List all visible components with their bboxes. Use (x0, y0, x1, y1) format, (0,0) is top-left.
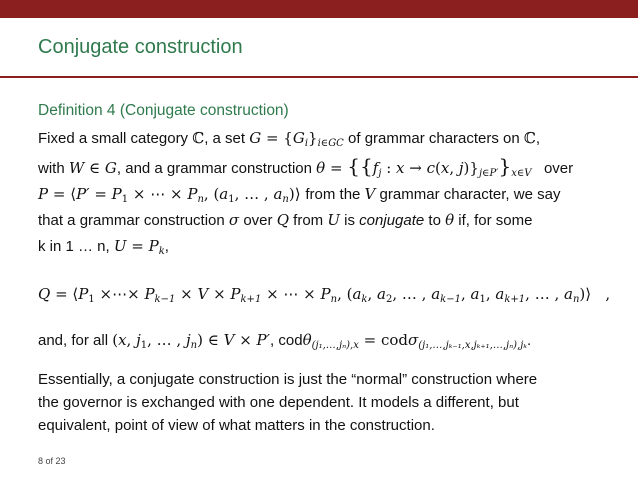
paragraph-line-3: equivalent, point of view of what matters in the construction. (38, 417, 435, 434)
definition-line-2: with W ∈ G, and a grammar construction $\theta = \{\{f_j$ : x → c(x, $j)\}_{j\in P'}\}_{x\in V}$ over (38, 154, 574, 179)
text-span: from (289, 212, 328, 229)
text-span: k in 1 … n, (38, 238, 114, 255)
slide-title: Conjugate construction (38, 36, 243, 58)
title-rule (0, 76, 638, 78)
text-span: , (535, 130, 541, 147)
paragraph-line-1: Essentially, a conjugate construction is just the “normal” construction where (38, 371, 538, 388)
math-grammar-set: G (249, 129, 262, 147)
text-span: grammar character, we say (375, 186, 561, 203)
definition-line-3: P = ⟨P′ = $P_1$ × ⋯ × $P_n$, ($a_1$, … , $a_n)⟩$ from the V grammar character, we say (38, 185, 561, 205)
text-span: and, for all (38, 332, 113, 349)
text-span: from the (305, 186, 365, 203)
definition-title: Definition 4 (Conjugate construction) (38, 102, 289, 119)
definition-line-5: k in 1 … n, $U = P_k$, (38, 237, 169, 257)
text-span: if, for some (454, 212, 533, 229)
text-span: , a set (204, 130, 250, 147)
text-span: that a grammar construction (38, 212, 229, 229)
text-span: over (543, 160, 574, 177)
text-span: , and a grammar construction (116, 160, 317, 177)
text-span: to (424, 212, 446, 229)
text-span: is (340, 212, 360, 229)
text-span: with (38, 160, 69, 177)
text-span: over (239, 212, 277, 229)
definition-line-7: and, for all (x, $j_1$, … , $j_n$) ∈ V × P′, codθ$_{(j_1,\dots,j_n),x}$ = codσ$_{(j_1,\dots,j_{k-1},x,j_{k+1},\dots,j_n),j_k}$. (38, 331, 532, 351)
formula-q: $Q = ⟨P_1$ ×⋯× $P_{k-1} \times V \times P_{k+1}$ × ⋯ × $P_n$, ($a_k$, $a_2$, … , $a_{k-1}$, $a_1$, $a_{k+1}$, … , $a_n)⟩$ , (38, 285, 611, 305)
text-span: Fixed a small category (38, 130, 193, 147)
top-banner (0, 0, 638, 18)
definition-line-1: Fixed a small category ℂ, a set $G = \{G_i\}_{i\in GC}$ of grammar characters on ℂ, (38, 129, 541, 149)
text-span-italic: conjugate (359, 212, 425, 229)
math-category: ℂ (192, 129, 205, 147)
slide-page-number: 8 of 23 (38, 456, 66, 466)
text-span: of grammar characters on (343, 130, 524, 147)
paragraph-line-2: the governor is exchanged with one dependent. It models a different, but (38, 394, 519, 411)
definition-line-4: that a grammar construction σ over Q from U is conjugate to θ if, for some (38, 211, 533, 229)
